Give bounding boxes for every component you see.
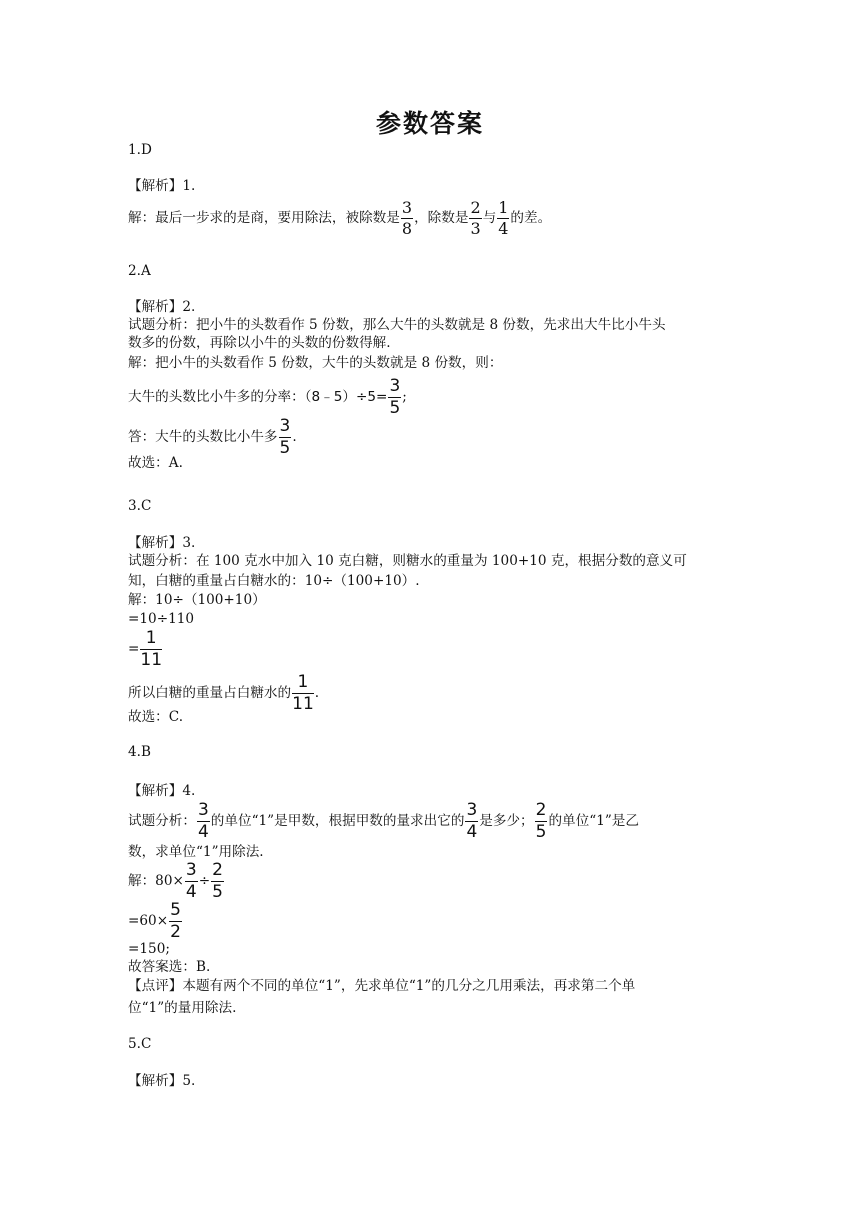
q3-line7: 故选：C. (128, 709, 184, 725)
fraction-3-5-answer: $\frac{3}{5}$ (279, 416, 291, 458)
q2-line2: 数多的份数，再除以小牛的头数的份数得解. (128, 335, 391, 351)
q2-line5-end: . (292, 429, 297, 445)
q3-line6-text: 所以白糖的重量占白糖水的 (128, 685, 292, 701)
q2-line1: 试题分析：把小牛的头数看作 5 份数，那么大牛的头数就是 8 份数，先求出大牛比小牛头 (128, 317, 666, 333)
q2-line4-text: 大牛的头数比小牛多的分率： (128, 389, 305, 405)
q1-text-c: 与 (482, 210, 497, 226)
q1-jiexi: 【解析】1. (128, 178, 196, 194)
q3-line4: =10÷110 (128, 611, 195, 627)
fraction-3-4-c: $\frac{3}{4}$ (185, 860, 197, 902)
fraction-2-5: $\frac{2}{5}$ (535, 800, 547, 842)
q3-line6-end: . (314, 685, 320, 701)
q4-line3 (128, 862, 225, 901)
fraction-3-8: $\frac{3}{8}$ (401, 198, 413, 238)
q1-text-b: ，除数是 (414, 210, 469, 226)
q2-line5 (128, 418, 297, 457)
q4-line3-a: 解：80× (128, 873, 184, 889)
q4-line1-d: 的单位“1”是乙 (548, 813, 639, 829)
q4-line5: =150; (128, 941, 170, 957)
q4-jiexi: 【解析】4. (128, 783, 196, 799)
q3-line1: 试题分析：在 100 克水中加入 10 克白糖，则糖水的重量为 100+10 克，根据分数的意义可 (128, 553, 687, 569)
q2-line4 (128, 378, 407, 417)
fraction-1-4: $\frac{1}{4}$ (498, 198, 509, 238)
q3-jiexi: 【解析】3. (128, 535, 196, 551)
q2-line3: 解：把小牛的头数看作 5 份数，大牛的头数就是 8 份数，则： (128, 355, 503, 371)
q3-line5-eq: = (128, 641, 140, 657)
q2-line4-end: ; (402, 389, 407, 405)
q4-line7: 【点评】本题有两个不同的单位“1”，先求单位“1”的几分之几用乘法，再求第二个单 (128, 978, 636, 994)
q4-answer: 4.B (128, 744, 151, 760)
fraction-1-11-answer: $\frac{1}{11}$ (292, 672, 314, 714)
q4-line8: 位“1”的量用除法. (128, 1000, 237, 1016)
q2-jiexi: 【解析】2. (128, 299, 196, 315)
q3-line5 (128, 630, 163, 669)
q4-line3-b: ÷ (198, 873, 211, 889)
fraction-5-2: $\frac{5}{2}$ (170, 900, 181, 942)
q4-line1 (128, 802, 639, 841)
q1-text-a: 解：最后一步求的是商，要用除法，被除数是 (128, 210, 400, 226)
q1-line1 (128, 200, 551, 237)
q4-line4-a: =60× (128, 913, 169, 929)
q2-line5-text: 答：大牛的头数比小牛多 (128, 429, 278, 445)
page-title: 参数答案 (375, 109, 484, 138)
q1-answer: 1.D (128, 142, 152, 158)
q2-line4-expr: （8﹣5）÷5= (304, 389, 388, 405)
q2-line6: 故选：A. (128, 455, 183, 471)
q5-answer: 5.C (128, 1036, 152, 1052)
q3-line3: 解：10÷（100+10） (128, 592, 266, 608)
q4-line4 (128, 902, 183, 941)
fraction-1-11: $\frac{1}{11}$ (140, 628, 163, 670)
q4-line1-c: 是多少； (479, 813, 534, 829)
fraction-2-3: $\frac{2}{3}$ (470, 198, 481, 238)
q4-line1-a: 试题分析： (128, 813, 196, 829)
fraction-3-4: $\frac{3}{4}$ (197, 800, 209, 842)
q5-jiexi: 【解析】5. (128, 1073, 196, 1089)
q3-answer: 3.C (128, 498, 152, 514)
fraction-2-5-b: $\frac{2}{5}$ (212, 860, 223, 902)
q3-line2: 知，白糖的重量占白糖水的：10÷（100+10）. (128, 573, 420, 589)
q2-answer: 2.A (128, 263, 151, 279)
fraction-3-4-b: $\frac{3}{4}$ (466, 800, 478, 842)
q1-text-d: 的差。 (510, 210, 552, 226)
q4-line2: 数，求单位“1”用除法. (128, 844, 264, 860)
fraction-3-5: $\frac{3}{5}$ (389, 376, 401, 418)
q4-line6: 故答案选：B. (128, 959, 211, 975)
q4-line1-b: 的单位“1”是甲数，根据甲数的量求出它的 (210, 813, 465, 829)
